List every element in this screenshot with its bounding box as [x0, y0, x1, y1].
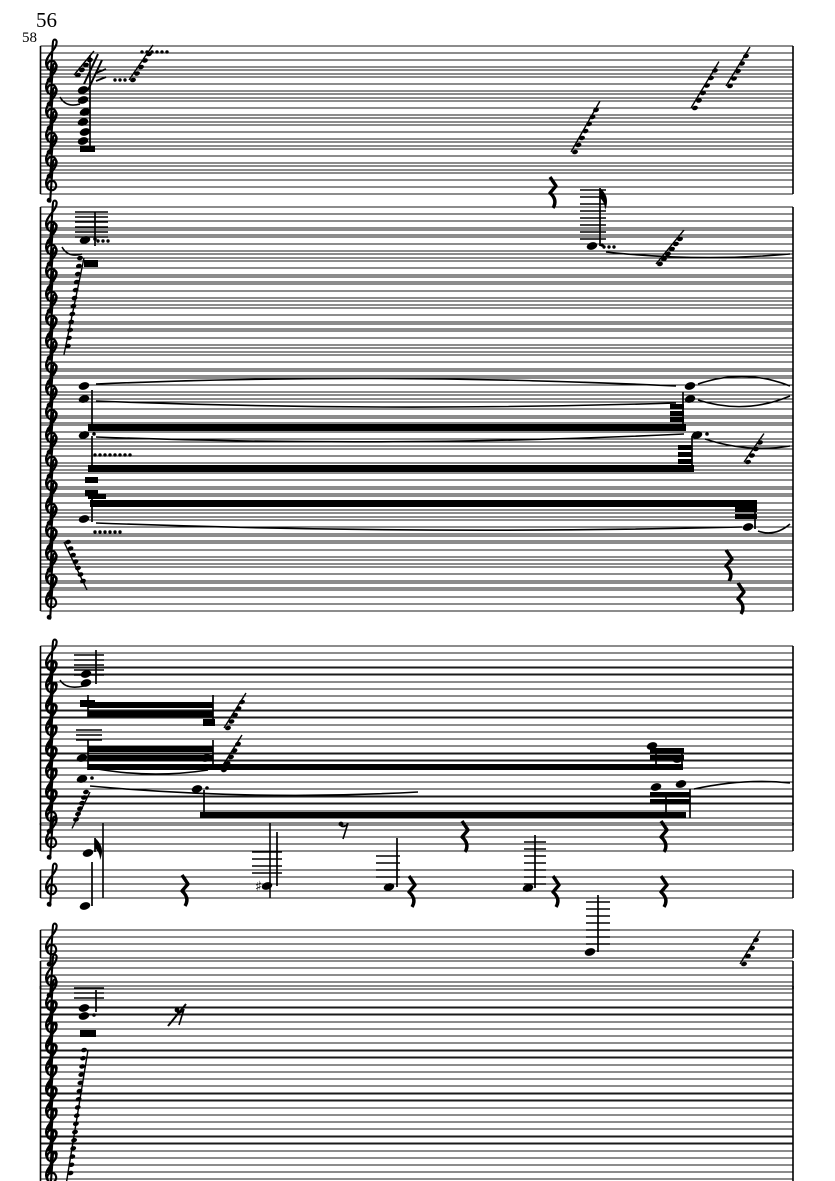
beam [735, 507, 757, 512]
notehead [77, 136, 90, 146]
grace-notehead [71, 295, 78, 301]
notehead [78, 1003, 91, 1013]
beam [650, 748, 684, 753]
grace-note-run [740, 931, 760, 967]
grace-notehead [71, 1129, 78, 1135]
beam [670, 417, 684, 422]
grace-notehead [582, 128, 589, 134]
staff [41, 1051, 794, 1079]
notehead [79, 901, 92, 911]
rests-layer [80, 146, 744, 1037]
dot [118, 453, 121, 456]
half-rest [80, 1030, 96, 1037]
dot [160, 50, 163, 53]
ornaments-layer [64, 45, 764, 1181]
beam [88, 755, 213, 761]
half-rest [80, 700, 95, 707]
grace-notehead [141, 57, 148, 63]
beam [670, 411, 684, 416]
augmentation-dot [205, 786, 209, 790]
beam [88, 702, 213, 708]
grace-notehead [78, 800, 85, 806]
dot [118, 78, 121, 81]
staff [41, 583, 794, 611]
sharp-accidental: ♯ [255, 879, 262, 895]
staff [41, 1137, 794, 1165]
staff [41, 1115, 794, 1143]
dot [113, 78, 116, 81]
quarter-rest [726, 550, 732, 581]
slur [694, 781, 790, 789]
slur [606, 252, 790, 258]
half-rest [85, 490, 98, 496]
grace-note-run [67, 1047, 89, 1181]
dot [108, 530, 111, 533]
augmentation-dot [705, 432, 709, 436]
notehead [78, 381, 91, 391]
dot [101, 239, 104, 242]
dot [108, 453, 111, 456]
dot [103, 453, 106, 456]
augmentation-dot [90, 755, 94, 759]
quarter-rest [550, 177, 556, 208]
staff [41, 930, 794, 958]
staff [41, 870, 794, 898]
staff [41, 646, 794, 674]
dot [113, 530, 116, 533]
dot [123, 453, 126, 456]
beam [90, 500, 757, 507]
half-rest [84, 260, 98, 267]
augmentation-dot [93, 237, 97, 241]
slur [96, 434, 684, 442]
grace-notehead [752, 446, 759, 452]
half-rest [85, 477, 98, 483]
augmentation-dot [92, 1013, 96, 1017]
staff [41, 986, 794, 1014]
grace-note-run [571, 101, 600, 155]
beam [678, 452, 692, 457]
slur [90, 786, 418, 795]
notehead [584, 947, 597, 957]
grace-notehead [756, 439, 763, 445]
dot [155, 50, 158, 53]
grace-note-run [691, 62, 719, 112]
grace-notehead [734, 68, 741, 74]
staff [41, 1094, 794, 1122]
notehead [82, 848, 95, 858]
grace-notehead [748, 945, 755, 951]
notehead [675, 779, 688, 789]
grace-notehead [738, 60, 745, 66]
dot [165, 50, 168, 53]
notehead [78, 1011, 91, 1021]
dot [103, 530, 106, 533]
notehead [742, 522, 755, 532]
notehead [684, 381, 697, 391]
beam [88, 711, 213, 717]
staff [41, 207, 794, 235]
beam [200, 812, 686, 818]
dot [145, 50, 148, 53]
notehead [586, 241, 599, 251]
grace-notehead [74, 1104, 81, 1110]
staff [41, 961, 794, 989]
dot [607, 245, 610, 248]
grace-notehead [76, 255, 83, 261]
dot [140, 50, 143, 53]
grace-notehead [80, 1055, 87, 1061]
dot [93, 453, 96, 456]
page-number: 56 [36, 8, 57, 32]
half-rest [80, 146, 95, 152]
clefs-layer [46, 40, 57, 1181]
slur [698, 396, 790, 407]
grace-notehead [703, 82, 710, 88]
noteheads-layer [76, 85, 755, 1021]
grace-notehead [80, 1047, 87, 1053]
notehead [78, 514, 91, 524]
beam [678, 445, 692, 450]
dot [612, 245, 615, 248]
dot [602, 245, 605, 248]
grace-notehead [67, 327, 74, 333]
barlines-layer [41, 46, 794, 1181]
grace-beam [129, 45, 153, 80]
slur [758, 524, 790, 533]
dot [98, 530, 101, 533]
eighth-flag [95, 838, 102, 860]
dot [123, 78, 126, 81]
beam [88, 746, 213, 752]
slur [705, 439, 790, 448]
beam [650, 799, 690, 804]
staff [41, 823, 794, 851]
grace-notehead [71, 1137, 78, 1143]
dot [150, 50, 153, 53]
grace-beam [74, 51, 94, 75]
beam [88, 465, 694, 472]
grace-notehead [72, 816, 79, 822]
staff [41, 1029, 794, 1057]
slur [60, 680, 84, 687]
dot [113, 453, 116, 456]
staff-lines-layer [41, 46, 794, 1181]
staff [41, 1072, 794, 1100]
beam [735, 514, 757, 519]
notehead [650, 782, 663, 792]
staff [41, 1008, 794, 1036]
tremolo-slash [96, 77, 106, 81]
staff [41, 1158, 794, 1181]
beam [88, 424, 686, 431]
beam [670, 404, 684, 409]
beam [735, 500, 757, 505]
dot [96, 239, 99, 242]
augmentation-dot [90, 776, 94, 780]
dot [106, 239, 109, 242]
grace-notehead [73, 1113, 80, 1119]
dot [128, 453, 131, 456]
notehead [261, 881, 274, 891]
dot [98, 453, 101, 456]
grace-notehead [227, 754, 234, 760]
staff [41, 775, 794, 803]
dot [118, 530, 121, 533]
beam [88, 764, 683, 770]
dot [93, 530, 96, 533]
staff [41, 668, 794, 696]
beam [650, 792, 690, 797]
beam [678, 459, 692, 464]
augmentation-dot [92, 432, 96, 436]
measure-number: 58 [22, 30, 37, 46]
grace-notehead [69, 311, 76, 317]
